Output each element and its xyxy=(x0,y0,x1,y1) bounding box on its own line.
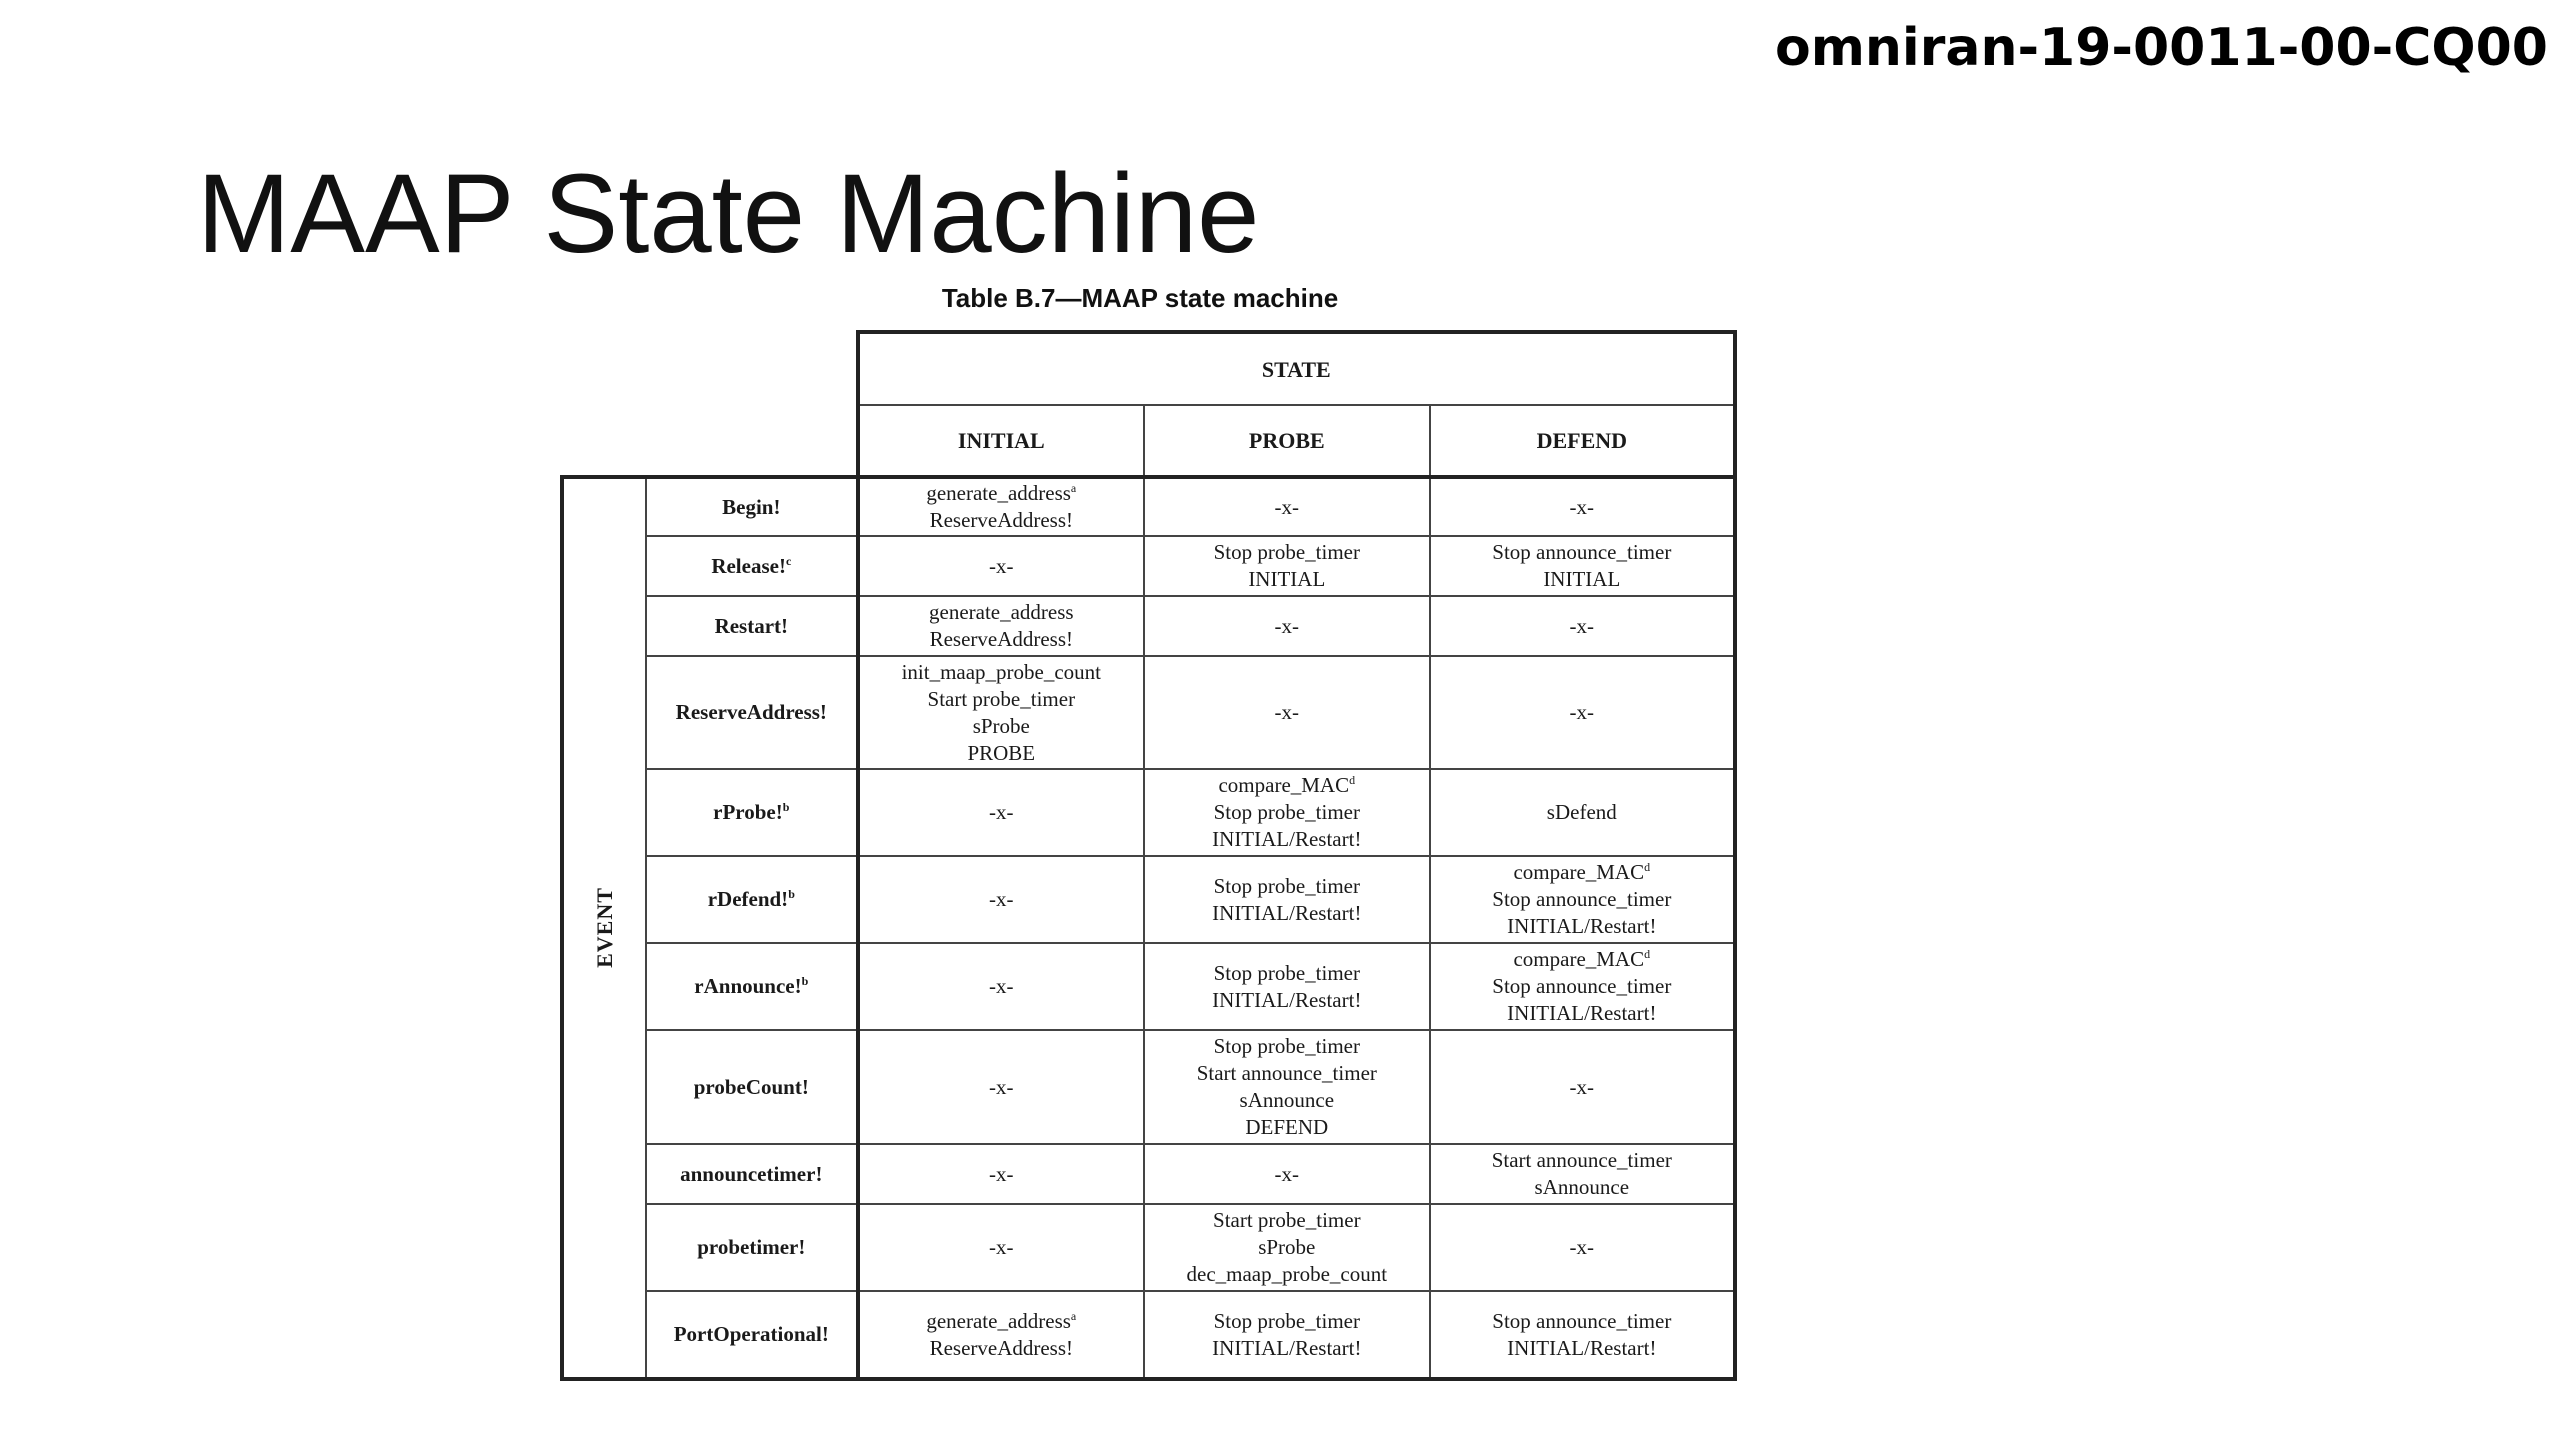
event-name xyxy=(646,1030,858,1144)
table-row xyxy=(562,1144,1735,1204)
cell-probe xyxy=(1144,1144,1430,1204)
cell-line xyxy=(866,659,1137,686)
cell-text: sDefend xyxy=(1546,800,1617,824)
event-name xyxy=(646,1291,858,1379)
cell-text: -x- xyxy=(989,1161,1014,1186)
cell-initial xyxy=(858,943,1144,1030)
cell-text: Stop announce_timer xyxy=(1492,1308,1672,1333)
cell-text: INITIAL/Restart! xyxy=(1507,1335,1657,1360)
event-label: rAnnounce! xyxy=(694,974,802,998)
cell-line xyxy=(1151,1161,1423,1188)
cell-line xyxy=(1437,1174,1727,1201)
cell-text: Stop announce_timer xyxy=(1492,887,1672,911)
cell-text: generate_address xyxy=(926,1308,1071,1333)
cell-line xyxy=(866,626,1137,653)
event-name xyxy=(646,477,858,536)
event-label: rDefend! xyxy=(707,887,789,911)
cell-line xyxy=(1437,886,1727,913)
cell-probe xyxy=(1144,1030,1430,1144)
footnote-marker: c xyxy=(785,553,792,568)
cell-text: -x- xyxy=(989,553,1014,578)
cell-line xyxy=(1437,946,1727,973)
cell-text: sAnnounce xyxy=(1239,1088,1335,1112)
footnote-marker: b xyxy=(788,887,795,901)
cell-line xyxy=(866,886,1137,913)
cell-line xyxy=(1437,973,1727,1000)
cell-text: Start announce_timer xyxy=(1491,1148,1672,1172)
footnote-marker: d xyxy=(1349,773,1356,787)
cell-probe xyxy=(1144,536,1430,596)
event-name xyxy=(646,1144,858,1204)
cell-probe xyxy=(1144,656,1430,769)
cell-line xyxy=(1151,960,1423,987)
cell-probe xyxy=(1144,856,1430,943)
cell-initial xyxy=(858,656,1144,769)
cell-initial xyxy=(858,596,1144,656)
cell-probe xyxy=(1144,769,1430,856)
event-label: probetimer! xyxy=(697,1235,806,1259)
cell-text: PROBE xyxy=(967,740,1036,765)
cell-text: -x- xyxy=(1274,1161,1300,1186)
cell-line xyxy=(866,799,1137,826)
event-label: rProbe! xyxy=(713,800,783,824)
event-name xyxy=(646,943,858,1030)
cell-defend xyxy=(1430,1144,1735,1204)
cell-text: sProbe xyxy=(1258,1235,1316,1259)
event-label: probeCount! xyxy=(693,1074,809,1099)
cell-text: Stop probe_timer xyxy=(1213,1308,1360,1333)
cell-defend xyxy=(1430,943,1735,1030)
cell-line xyxy=(866,740,1137,767)
cell-text: compare_MAC xyxy=(1513,947,1645,971)
cell-line xyxy=(866,713,1137,740)
column-header-initial: INITIAL xyxy=(858,405,1144,477)
cell-line xyxy=(1151,494,1423,521)
cell-text: compare_MAC xyxy=(1513,860,1645,884)
cell-text: Stop probe_timer xyxy=(1213,540,1360,564)
cell-line xyxy=(1151,826,1423,853)
cell-text: compare_MAC xyxy=(1218,773,1350,797)
table-row xyxy=(562,596,1735,656)
cell-text: Start announce_timer xyxy=(1196,1061,1377,1085)
column-header-defend: DEFEND xyxy=(1430,405,1735,477)
cell-line xyxy=(1151,987,1423,1014)
event-label: Restart! xyxy=(714,613,789,638)
cell-text: -x- xyxy=(1274,613,1300,638)
cell-line xyxy=(866,1234,1137,1261)
cell-line xyxy=(1151,613,1423,640)
cell-defend xyxy=(1430,1030,1735,1144)
footnote-marker: d xyxy=(1644,860,1651,874)
cell-line xyxy=(1151,566,1423,593)
cell-text: -x- xyxy=(989,1074,1014,1099)
cell-defend xyxy=(1430,769,1735,856)
cell-initial xyxy=(858,477,1144,536)
cell-text: -x- xyxy=(989,887,1014,911)
cell-line xyxy=(1437,539,1727,566)
event-label: Begin! xyxy=(722,494,781,519)
cell-line xyxy=(1437,699,1727,726)
event-name xyxy=(646,536,858,596)
cell-defend xyxy=(1430,656,1735,769)
cell-text: Start probe_timer xyxy=(1213,1208,1361,1232)
event-name xyxy=(646,856,858,943)
cell-line xyxy=(866,1161,1137,1188)
table-row xyxy=(562,1030,1735,1144)
cell-line xyxy=(1151,1114,1423,1141)
event-header: EVENT xyxy=(591,887,617,968)
cell-text: -x- xyxy=(989,974,1014,998)
cell-line xyxy=(866,1335,1137,1362)
cell-line xyxy=(1437,1074,1727,1101)
table-corner xyxy=(562,332,858,477)
event-label: ReserveAddress! xyxy=(675,700,827,724)
footnote-marker: d xyxy=(1644,947,1651,961)
cell-text: -x- xyxy=(1569,613,1595,638)
cell-text: generate_address xyxy=(926,481,1071,505)
cell-line xyxy=(1151,1087,1423,1114)
cell-text: -x- xyxy=(989,1235,1014,1259)
cell-text: INITIAL xyxy=(1543,567,1621,591)
event-name xyxy=(646,656,858,769)
cell-initial xyxy=(858,1204,1144,1291)
cell-line xyxy=(1151,699,1423,726)
cell-initial xyxy=(858,1144,1144,1204)
cell-line xyxy=(1151,539,1423,566)
cell-initial xyxy=(858,856,1144,943)
cell-line xyxy=(1437,1335,1727,1362)
cell-line xyxy=(1437,859,1727,886)
cell-text: INITIAL/Restart! xyxy=(1212,987,1362,1012)
footnote-marker: b xyxy=(782,800,790,814)
cell-line xyxy=(1437,613,1727,640)
event-name xyxy=(646,596,858,656)
cell-text: -x- xyxy=(1274,700,1300,724)
cell-defend xyxy=(1430,477,1735,536)
cell-text: INITIAL/Restart! xyxy=(1212,1335,1362,1360)
cell-initial xyxy=(858,536,1144,596)
table-row xyxy=(562,856,1735,943)
cell-text: ReserveAddress! xyxy=(929,508,1074,532)
cell-line xyxy=(866,599,1137,626)
cell-initial xyxy=(858,1291,1144,1379)
cell-text: Stop probe_timer xyxy=(1213,960,1360,985)
cell-text: Stop announce_timer xyxy=(1492,974,1672,998)
cell-text: init_maap_probe_count xyxy=(901,659,1102,684)
cell-text: Start probe_timer xyxy=(927,686,1076,711)
cell-line xyxy=(1151,1335,1423,1362)
footnote-marker: a xyxy=(1070,1308,1077,1323)
footnote-marker: b xyxy=(801,974,809,988)
table-row xyxy=(562,656,1735,769)
cell-text: -x- xyxy=(1569,1074,1595,1099)
slide-title: MAAP State Machine xyxy=(197,151,1260,276)
cell-line xyxy=(1151,1033,1423,1060)
cell-defend xyxy=(1430,596,1735,656)
cell-text: ReserveAddress! xyxy=(929,1335,1074,1360)
cell-text: -x- xyxy=(1274,494,1300,519)
cell-text: sAnnounce xyxy=(1534,1175,1630,1199)
cell-text: INITIAL xyxy=(1248,567,1326,591)
cell-line xyxy=(1151,799,1423,826)
cell-text: -x- xyxy=(1569,1235,1595,1259)
cell-text: INITIAL/Restart! xyxy=(1507,1001,1657,1025)
cell-line xyxy=(866,1074,1137,1101)
cell-line xyxy=(866,553,1137,580)
cell-line xyxy=(1151,1060,1423,1087)
cell-text: -x- xyxy=(989,800,1014,824)
cell-line xyxy=(866,1308,1137,1335)
cell-text: Stop probe_timer xyxy=(1213,873,1360,898)
table-row xyxy=(562,477,1735,536)
cell-line xyxy=(866,686,1137,713)
cell-defend xyxy=(1430,1291,1735,1379)
cell-text: INITIAL/Restart! xyxy=(1507,914,1657,938)
cell-defend xyxy=(1430,1204,1735,1291)
event-label: PortOperational! xyxy=(673,1322,829,1346)
cell-probe xyxy=(1144,943,1430,1030)
cell-line xyxy=(1151,772,1423,799)
cell-line xyxy=(1437,1000,1727,1027)
state-header: STATE xyxy=(858,332,1735,405)
cell-text: Stop announce_timer xyxy=(1492,540,1672,564)
table-row xyxy=(562,943,1735,1030)
cell-line xyxy=(1437,494,1727,521)
column-header-probe: PROBE xyxy=(1144,405,1430,477)
event-axis-label xyxy=(562,477,646,1379)
cell-line xyxy=(1151,1207,1423,1234)
cell-probe xyxy=(1144,596,1430,656)
cell-text: INITIAL/Restart! xyxy=(1212,827,1362,851)
cell-line xyxy=(1151,900,1423,927)
table-caption: Table B.7—MAAP state machine xyxy=(941,283,1339,313)
cell-line xyxy=(1437,1308,1727,1335)
cell-line xyxy=(1151,1234,1423,1261)
event-label: Release! xyxy=(711,553,786,578)
cell-text: generate_address xyxy=(929,600,1074,624)
cell-line xyxy=(866,973,1137,1000)
table-row xyxy=(562,1204,1735,1291)
cell-line xyxy=(1437,566,1727,593)
table-row xyxy=(562,769,1735,856)
event-name xyxy=(646,1204,858,1291)
cell-line xyxy=(1151,1308,1423,1335)
table-row xyxy=(562,1291,1735,1379)
cell-line xyxy=(1437,913,1727,940)
cell-defend xyxy=(1430,856,1735,943)
cell-text: -x- xyxy=(1569,494,1595,519)
cell-text: Stop probe_timer xyxy=(1213,1034,1360,1058)
cell-text: ReserveAddress! xyxy=(929,627,1074,651)
state-table-body xyxy=(562,477,1735,1379)
footnote-marker: a xyxy=(1070,481,1077,495)
event-name xyxy=(646,769,858,856)
cell-text: sProbe xyxy=(972,713,1030,738)
cell-text: -x- xyxy=(1569,700,1595,724)
table-row xyxy=(562,536,1735,596)
cell-initial xyxy=(858,1030,1144,1144)
cell-text: dec_maap_probe_count xyxy=(1186,1262,1388,1286)
cell-line xyxy=(1151,1261,1423,1288)
cell-line xyxy=(1437,1147,1727,1174)
cell-defend xyxy=(1430,536,1735,596)
document-id: omniran-19-0011-00-CQ00 xyxy=(1774,18,2548,78)
maap-state-table xyxy=(560,330,1737,1381)
cell-probe xyxy=(1144,1204,1430,1291)
cell-line xyxy=(1151,873,1423,900)
cell-line xyxy=(1437,1234,1727,1261)
cell-line xyxy=(1437,799,1727,826)
cell-text: INITIAL/Restart! xyxy=(1212,900,1362,925)
cell-line xyxy=(866,507,1137,534)
cell-text: Stop probe_timer xyxy=(1213,800,1360,824)
event-label: announcetimer! xyxy=(680,1161,823,1186)
cell-initial xyxy=(858,769,1144,856)
cell-line xyxy=(866,480,1137,507)
cell-text: DEFEND xyxy=(1245,1115,1329,1139)
cell-probe xyxy=(1144,1291,1430,1379)
cell-probe xyxy=(1144,477,1430,536)
